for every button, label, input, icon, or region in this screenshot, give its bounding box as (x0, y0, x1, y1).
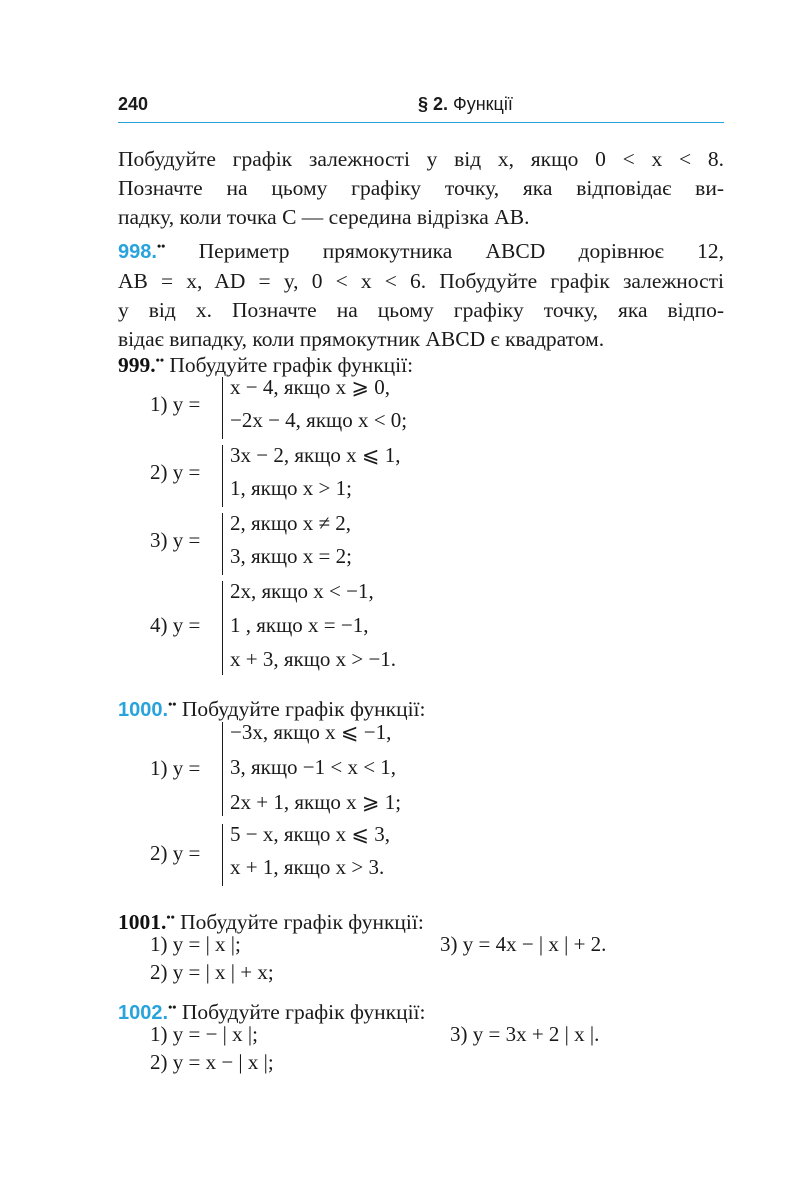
exercise-number: 1002. (118, 1002, 169, 1024)
subitem: 2) y = | x | + x; (150, 960, 274, 984)
brace-icon (222, 824, 223, 886)
text-line: Позначте на цьому графіку точку, яка відповідає ви- (118, 176, 724, 200)
brace-icon (222, 581, 223, 675)
text-line: Побудуйте графік залежності y від x, якщо 0 < x < 8. (118, 147, 724, 171)
exercise-999-title: 999.•• Побудуйте графік функції: (118, 353, 414, 377)
text-line: y від x. Позначте на цьому графіку точку, яка відпо- (118, 298, 724, 322)
exercise-1000-title: 1000.•• Побудуйте графік функції: (118, 697, 426, 721)
exercise-1001-title: 1001.•• Побудуйте графік функції: (118, 910, 424, 934)
text-line: падку, коли точка C — середина відрізка AB. (118, 205, 530, 229)
page-number: 240 (118, 94, 149, 114)
page-header (118, 92, 724, 123)
subitem: 3) y = 3x + 2 | x |. (450, 1022, 600, 1046)
brace-icon (222, 722, 223, 816)
intro-paragraph (118, 145, 724, 232)
exercise-1002-title: 1002.•• Побудуйте графік функції: (118, 1000, 426, 1024)
subitem: 1) y = − | x |; (150, 1022, 258, 1046)
brace-icon (222, 513, 223, 575)
exercise-number: 1001. (118, 910, 167, 934)
section-title: § 2. Функції (418, 94, 513, 114)
brace-icon (222, 445, 223, 507)
subitem: 3) y = 4x − | x | + 2. (440, 932, 607, 956)
exercise-number: 1000. (118, 699, 169, 721)
difficulty-mark-icon: •• (168, 697, 177, 711)
difficulty-mark-icon: •• (155, 353, 165, 367)
brace-icon (222, 377, 223, 439)
subitem: 1) y = | x |; (150, 932, 241, 956)
subitem: 2) y = x − | x |; (150, 1050, 274, 1074)
exercise-number: 999. (118, 353, 156, 377)
text-line: AB = x, AD = y, 0 < x < 6. Побудуйте графік залежності (118, 269, 724, 293)
difficulty-mark-icon: •• (168, 1000, 177, 1014)
exercise-998: 998.•• Периметр прямокутника ABCD дорівнює 12, AB = x, AD = y, 0 < x < 6. Побудуйте графік залежності y від x. Позначте на цьому графіку точку, яка відпо- відає випадку, коли прямокутник ABCD є квадратом. (118, 232, 724, 354)
difficulty-mark-icon: •• (166, 910, 175, 924)
text-line: відає випадку, коли прямокутник ABCD є квадратом. (118, 327, 605, 351)
difficulty-mark-icon: •• (156, 239, 166, 253)
exercise-number: 998. (118, 241, 157, 263)
